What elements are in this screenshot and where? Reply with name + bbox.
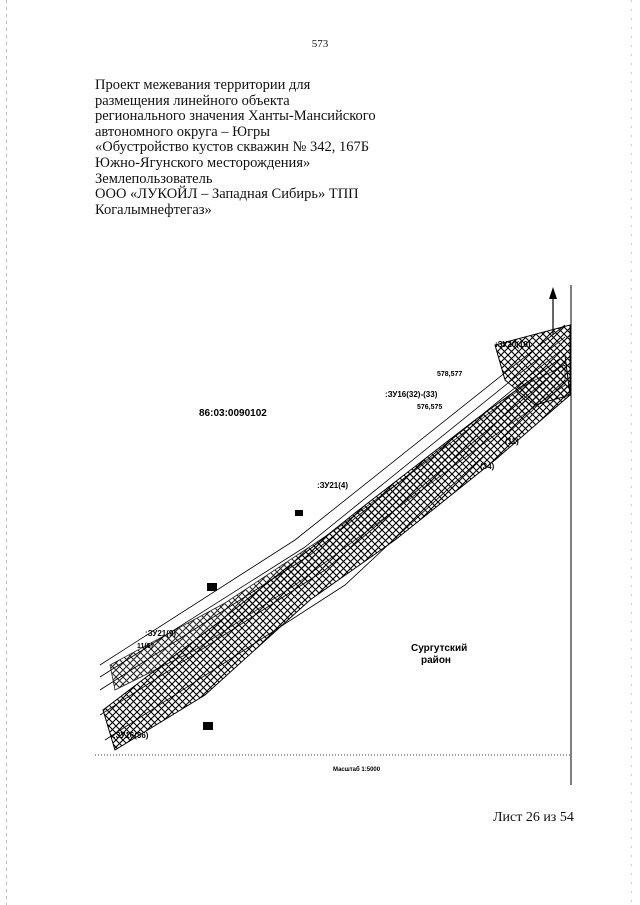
scan-margin-line — [6, 0, 7, 905]
map-label: :ЗУ16(32)-(33) — [385, 390, 438, 399]
title-line: автономного округа – Югры — [95, 123, 271, 140]
title-line: размещения линейного объекта — [95, 92, 290, 109]
district-label: Сургутский — [411, 643, 468, 654]
map-label: 578,577 — [437, 371, 463, 378]
page-number: 573 — [311, 38, 329, 50]
map-label: (34) — [480, 462, 495, 471]
map-marker — [203, 722, 213, 730]
map-marker — [207, 583, 217, 591]
land-survey-map — [95, 285, 575, 785]
title-line: Проект межевания территории для — [95, 77, 311, 93]
scan-margin-line — [631, 0, 632, 905]
map-label: :ЗУ21(4) — [317, 481, 349, 490]
pad-area — [495, 325, 570, 405]
map-label: :ЗУ16(36) — [113, 731, 149, 740]
title-line: ООО «ЛУКОЙЛ – Западная Сибирь» ТПП — [95, 186, 359, 203]
title-line: Южно-Ягунского месторождения» — [95, 154, 311, 171]
map-label: (11) — [505, 437, 519, 446]
map-label: :ЗУ21(9) — [145, 629, 177, 638]
title-line: Землепользователь — [95, 170, 213, 187]
map-label: 11(5) — [137, 643, 153, 650]
map-scale-label: Масштаб 1:5000 — [333, 767, 381, 773]
title-line: регионального значения Ханты-Мансийского — [95, 108, 376, 125]
map-label: :ЗУ20(10) — [495, 340, 531, 349]
cadastral-block-label: 86:03:0090102 — [199, 408, 267, 419]
sheet-number: Лист 26 из 54 — [493, 810, 574, 825]
district-label: район — [421, 655, 451, 666]
map-marker — [295, 510, 303, 516]
map-label: 576,575 — [417, 404, 443, 411]
north-arrow-icon — [549, 287, 557, 335]
document-title — [95, 78, 395, 218]
title-line: «Обустройство кустов скважин № 342, 167Б — [95, 139, 370, 156]
title-line: Когалымнефтегаз» — [95, 201, 212, 218]
